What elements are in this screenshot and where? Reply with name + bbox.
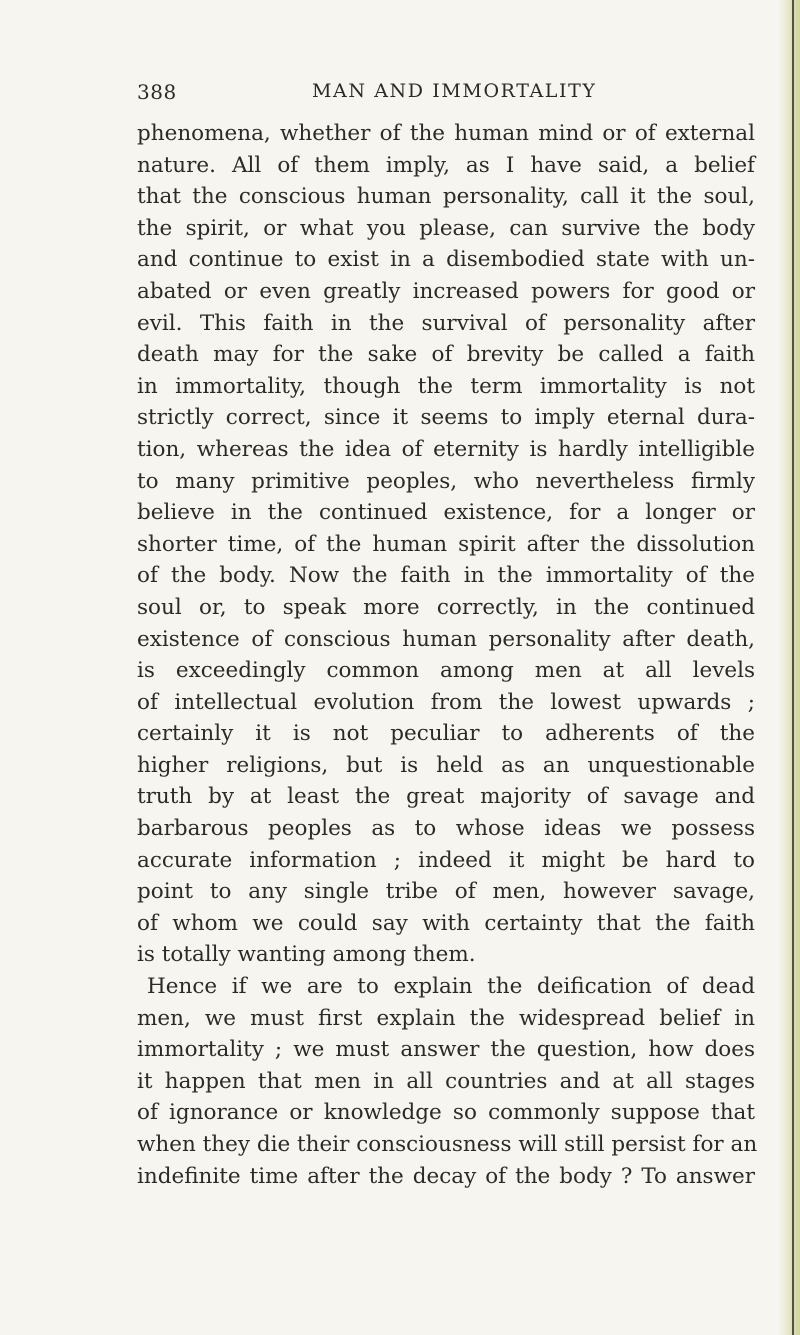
text-line: barbarous peoples as to whose ideas we possess <box>137 816 755 842</box>
page-number: 388 <box>137 80 177 104</box>
text-line: tion, whereas the idea of eternity is hardly intelligible <box>137 436 755 462</box>
text-line: accurate information ; indeed it might be hard to <box>137 847 755 873</box>
text-line: shorter time, of the human spirit after the dissolution <box>137 531 755 557</box>
text-line: and continue to exist in a disembodied state with un- <box>137 247 755 273</box>
text-line: when they die their consciousness will still persist for an <box>137 1132 758 1157</box>
text-line: indefinite time after the decay of the body ? To answer <box>137 1163 755 1189</box>
text-line: to many primitive peoples, who nevertheless firmly <box>137 468 755 494</box>
text-line: of intellectual evolution from the lowest upwards ; <box>137 689 755 715</box>
text-line: soul or, to speak more correctly, in the continued <box>137 594 755 620</box>
page-edge-line <box>792 0 794 1335</box>
text-line: evil. This faith in the survival of personality after <box>137 310 755 336</box>
text-line: the spirit, or what you please, can survive the body <box>137 215 755 241</box>
text-line: believe in the continued existence, for a longer or <box>137 500 755 526</box>
text-line: it happen that men in all countries and at all stages <box>137 1068 755 1094</box>
text-line: Hence if we are to explain the deification of dead <box>147 974 755 1000</box>
text-line: is exceedingly common among men at all levels <box>137 658 755 684</box>
text-line: point to any single tribe of men, however savage, <box>137 879 755 905</box>
body-text <box>137 118 758 1192</box>
text-line: existence of conscious human personality after death, <box>137 626 755 652</box>
text-line: higher religions, but is held as an unquestionable <box>137 752 755 778</box>
text-line: in immortality, though the term immortality is not <box>137 373 755 399</box>
text-line: immortality ; we must answer the question, how does <box>137 1037 755 1063</box>
text-line: nature. All of them imply, as I have said, a belief <box>137 152 755 178</box>
page-edge-shadow <box>778 0 800 1335</box>
text-line: men, we must first explain the widespread belief in <box>137 1005 755 1031</box>
text-line: of whom we could say with certainty that the faith <box>137 910 755 936</box>
text-line: strictly correct, since it seems to imply eternal dura- <box>137 405 755 431</box>
text-line: abated or even greatly increased powers for good or <box>137 278 755 304</box>
text-line: death may for the sake of brevity be called a faith <box>137 342 755 368</box>
text-line: of the body. Now the faith in the immortality of the <box>137 563 755 589</box>
text-line: is totally wanting among them. <box>137 942 476 968</box>
text-line: phenomena, whether of the human mind or of external <box>137 121 755 146</box>
running-head: MAN AND IMMORTALITY <box>312 80 597 102</box>
text-line: that the conscious human personality, call it the soul, <box>137 184 755 210</box>
text-line: of ignorance or knowledge so commonly suppose that <box>137 1100 755 1126</box>
text-line: certainly it is not peculiar to adherents of the <box>137 721 755 747</box>
page-header <box>137 80 752 112</box>
text-line: truth by at least the great majority of savage and <box>137 784 755 810</box>
